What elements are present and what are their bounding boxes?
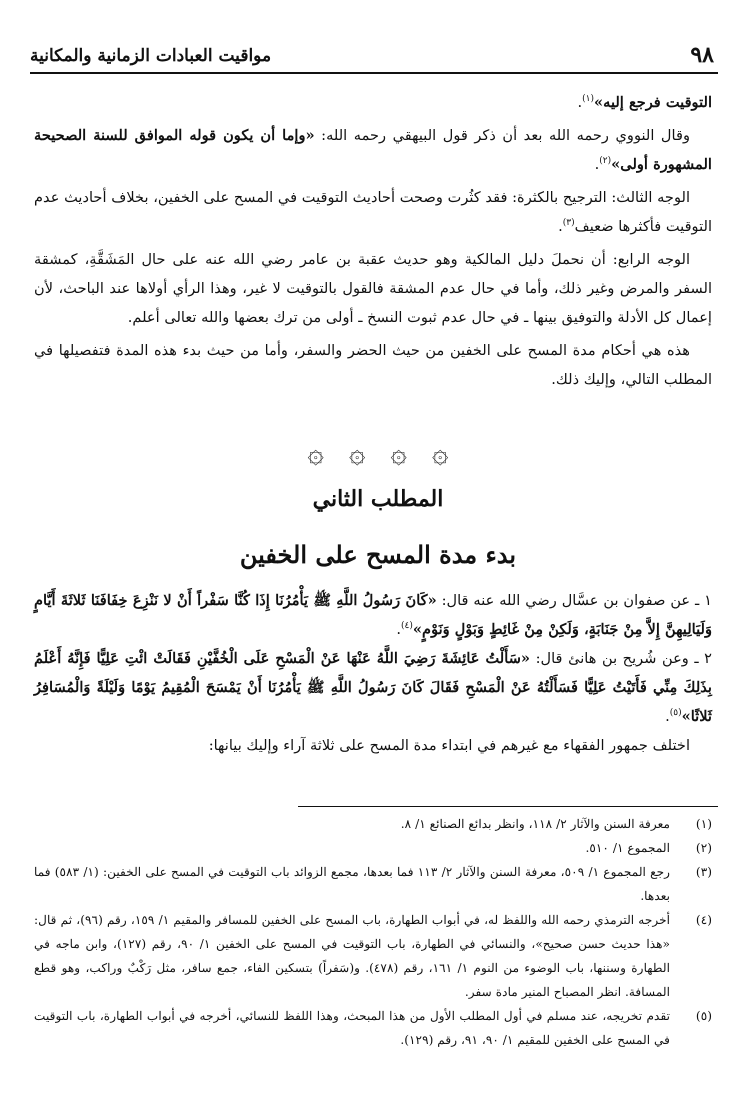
footnote-text: تقدم تخريجه، عند مسلم في أول المطلب الأول من هذا المبحث، وهذا اللفظ للنسائي، أخرجه في أبواب الطهارة، باب التوقيت في المسح على الخفين للمقيم ١/ ٩٠، ٩١، رقم (١٢٩). <box>34 1009 670 1047</box>
footnote-number: (٢) <box>695 841 712 855</box>
ornament-icon: ۞ <box>349 436 366 469</box>
paragraph-2: وقال النووي رحمه الله بعد أن ذكر قول البيهقي رحمه الله: «وإما أن يكون قوله الموافق للسنة الصحيحة المشهورة أولى»$^{(٢)}$. <box>34 127 712 173</box>
footnote-text: معرفة السنن والآثار ٢/ ١١٨، وانظر بدائع الصنائع ١/ ٨. <box>400 817 670 831</box>
footnote-3 <box>34 860 712 908</box>
footnote-4 <box>34 908 712 1004</box>
body-text <box>34 88 712 398</box>
paragraph-1: التوقيت فرجع إليه»$^{(١)}$. <box>577 94 712 111</box>
closing-paragraph: اختلف جمهور الفقهاء مع غيرهم في ابتداء مدة المسح على ثلاثة آراء وإليك بيانها: <box>208 737 690 754</box>
hadith-1-quote: «كَانَ رَسُولُ اللَّهِ ﷺ يَأْمُرُنَا إِذَا كُنَّا سَفْراً أَنْ لا نَنْزِعَ خِفَافَنَا ثَلاثَةَ أَيَّامٍ وَلَيَالِيهِنَّ إِلاَّ مِنْ جَنَابَةٍ، وَلَكِنْ مِنْ غَائِطٍ وَبَوْلٍ وَنَوْمٍ» <box>34 592 712 638</box>
footnote-ref-4: (٤) <box>401 621 413 632</box>
footnote-ref-3: (٣) <box>562 218 575 229</box>
footnote-1 <box>34 812 712 836</box>
footnote-number: (٥) <box>695 1009 712 1023</box>
footnote-ref-2: (٢) <box>599 156 612 167</box>
ornament-icon: ۞ <box>307 436 324 469</box>
footnote-text: المجموع ١/ ٥١٠. <box>585 841 670 855</box>
header-rule <box>30 72 718 74</box>
hadith-2-intro: ٢ ـ وعن شُريح بن هانئ قال: <box>530 650 712 667</box>
hadith-block <box>34 586 712 760</box>
section-subheading: المطلب الثاني <box>312 486 444 512</box>
footnote-ref-1: (١) <box>582 94 595 105</box>
hadith-1: ١ ـ عن صفوان بن عسَّال رضي الله عنه قال: «كَانَ رَسُولُ اللَّهِ ﷺ يَأْمُرُنَا إِذَا كُنَّا سَفْراً أَنْ لا نَنْزِعَ خِفَافَنَا ثَلاثَةَ أَيَّامٍ وَلَيَالِيهِنَّ إِلاَّ مِنْ جَنَابَةٍ، وَلَكِنْ مِنْ غَائِطٍ وَبَوْلٍ وَنَوْمٍ»$^{(٤)}$. <box>34 592 712 638</box>
hadith-2-quote: «سَأَلْتُ عَائِشَةَ رَضِيَ اللَّهُ عَنْهَا عَنْ الْمَسْحِ عَلَى الْخُفَّيْنِ فَقَالَتْ ائْتِ عَلِيًّا فَإِنَّهُ أَعْلَمُ بِذَلِكَ مِنِّي فَأَتَيْتُ عَلِيًّا فَسَأَلْتُهُ عَنْ الْمَسْحِ فَقَالَ كَانَ رَسُولُ اللَّهِ ﷺ يَأْمُرُنَا أَنْ يَمْسَحَ الْمُقِيمُ يَوْمًا وَلَيْلَةً وَالْمُسَافِرُ ثَلاثًا» <box>34 650 712 725</box>
running-title: مواقيت العبادات الزمانية والمكانية <box>30 46 272 66</box>
footnote-text: أخرجه الترمذي رحمه الله واللفظ له، في أبواب الطهارة، باب المسح على الخفين للمسافر والمقيم ١/ ١٥٩، رقم (٩٦)، ثم قال: «هذا حديث حسن صحيح»، والنسائي في الطهارة، باب التوقيت في المسح على الخفين ١/ ٩٠، رقم (١٢٧)، وابن ماجه في الطهارة وسننها، باب الوضوء من النوم ١/ ١٦١، رقم (٤٧٨). و(سَفراً) بتسكين الفاء، جمع سافر، مثل رَكْبٌ وراكب، وهو قطع المسافة. انظر المصباح المنير مادة سفر. <box>34 913 671 999</box>
footnote-2 <box>34 836 712 860</box>
footnote-number: (١) <box>695 817 712 831</box>
footnotes <box>34 812 712 1052</box>
paragraph-2-quote: «وإما أن يكون قوله الموافق للسنة الصحيحة المشهورة أولى» <box>34 127 712 173</box>
paragraph-3-text: الوجه الثالث: الترجيح بالكثرة: فقد كثُرت وصحت أحاديث التوقيت في المسح على الخفين، بخلاف أحاديث عدم التوقيت فأكثرها ضعيف <box>34 189 712 235</box>
page-number: ٩٨ <box>690 42 714 68</box>
paragraph-4: الوجه الرابع: أن نحملَ دليل المالكية وهو حديث عقبة بن عامر رضي الله عنه على حال المَشَقَّةِ، كمشقة السفر والمرض وغير ذلك، وأما في حال عدم المشقة فالقول بالتوقيت لا غير، وهذا الرأي أولاها عند الباحث، لأن إعمال كل الأدلة والتوفيق بينها ـ في حال عدم ثبوت النسخ ـ أولى من ترك بعضها والله تعالى أعلم. <box>34 251 712 326</box>
ornament-icon: ۞ <box>432 436 449 469</box>
paragraph-3: الوجه الثالث: الترجيح بالكثرة: فقد كثُرت وصحت أحاديث التوقيت في المسح على الخفين، بخلاف أحاديث عدم التوقيت فأكثرها ضعيف$^{(٣)}$. <box>34 189 712 235</box>
paragraph-5: هذه هي أحكام مدة المسح على الخفين من حيث الحضر والسفر، وأما من حيث بدء هذه المدة فتفصيلها في المطلب التالي، وإليك ذلك. <box>34 342 712 388</box>
page-header <box>30 42 714 72</box>
section-heading: بدء مدة المسح على الخفين <box>239 540 517 569</box>
footnote-ref-5: (٥) <box>669 708 682 719</box>
hadith-2: ٢ ـ وعن شُريح بن هانئ قال: «سَأَلْتُ عَائِشَةَ رَضِيَ اللَّهُ عَنْهَا عَنْ الْمَسْحِ عَلَى الْخُفَّيْنِ فَقَالَتْ ائْتِ عَلِيًّا فَإِنَّهُ أَعْلَمُ بِذَلِكَ مِنِّي فَأَتَيْتُ عَلِيًّا فَسَأَلْتُهُ عَنْ الْمَسْحِ فَقَالَ كَانَ رَسُولُ اللَّهِ ﷺ يَأْمُرُنَا أَنْ يَمْسَحَ الْمُقِيمُ يَوْمًا وَلَيْلَةً وَالْمُسَافِرُ ثَلاثًا»$^{(٥)}$. <box>34 650 712 725</box>
paragraph-1-text: التوقيت فرجع إليه» <box>594 94 712 111</box>
hadith-1-intro: ١ ـ عن صفوان بن عسَّال رضي الله عنه قال: <box>436 592 712 609</box>
ornament-icon: ۞ <box>390 436 407 469</box>
footnote-number: (٤) <box>695 913 712 927</box>
footnote-5 <box>34 1004 712 1052</box>
section-divider <box>0 436 756 469</box>
footnote-number: (٣) <box>695 865 712 879</box>
footnote-rule <box>298 806 718 807</box>
paragraph-2-lead: وقال النووي رحمه الله بعد أن ذكر قول البيهقي رحمه الله: <box>314 127 690 144</box>
footnote-text: رجع المجموع ١/ ٥٠٩، معرفة السنن والآثار ٢/ ١١٣ فما بعدها، مجمع الزوائد باب التوقيت في المسح على الخفين: (١/ ٥٨٣) فما بعدها. <box>34 865 671 903</box>
